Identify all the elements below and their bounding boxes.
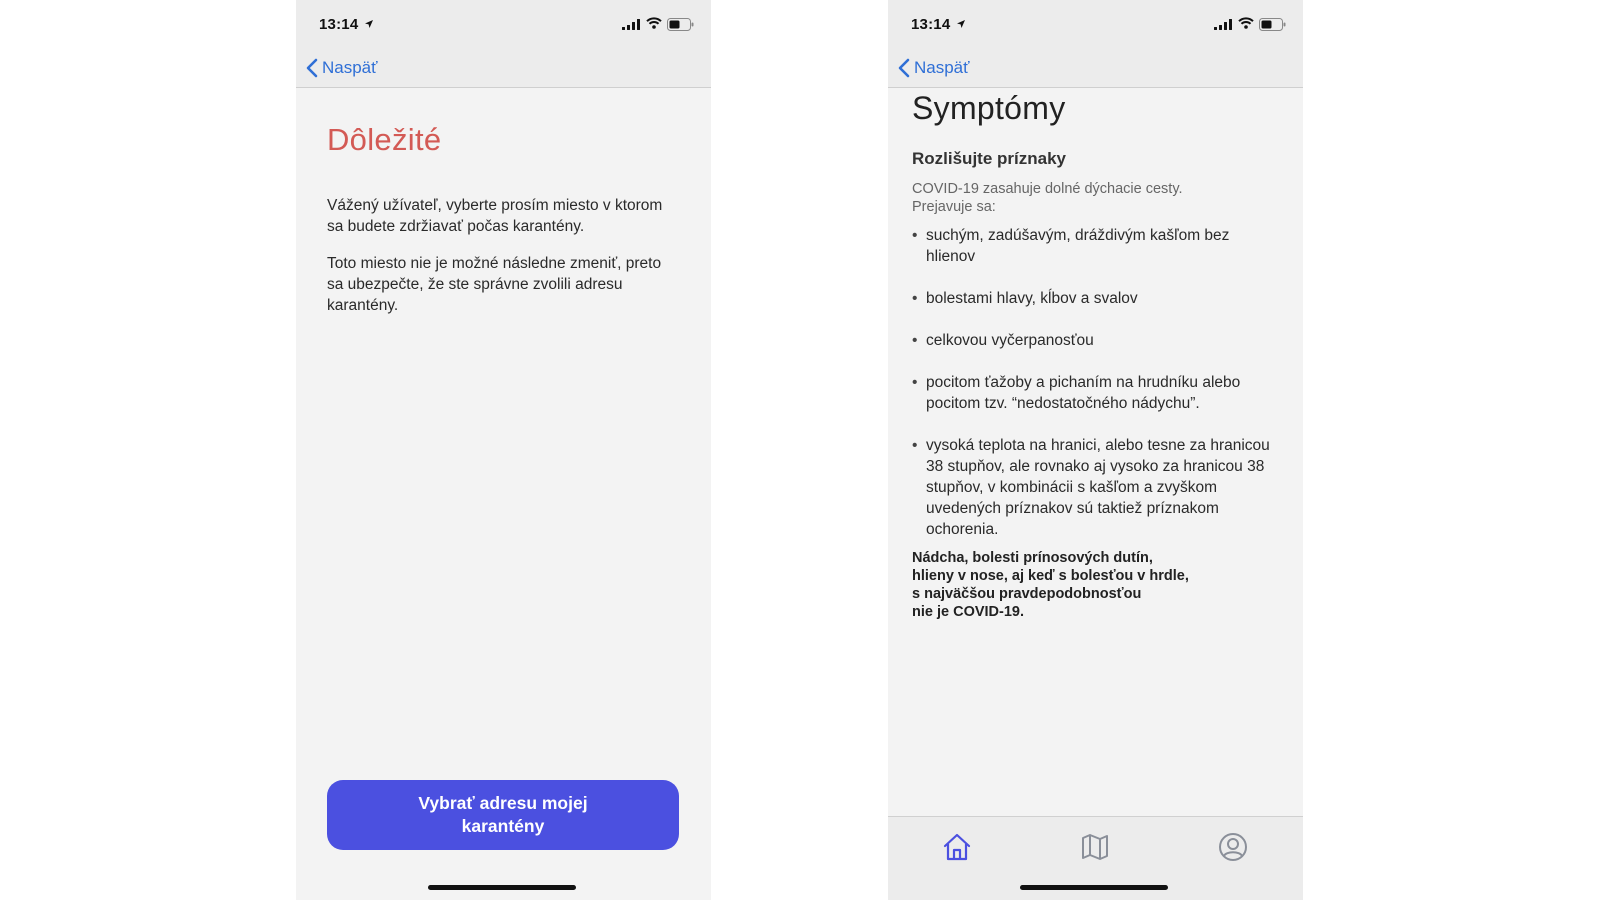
- symptom-list: [912, 225, 1282, 540]
- page-title: Symptómy: [912, 90, 1066, 126]
- screen-symptoms: [888, 0, 1303, 900]
- note-text: Nádcha, bolesti prínosových dutín, hlieny v nose, aj keď s bolesťou v hrdle, s najväčšou pravdepodobnosťou nie je COVID-19.: [912, 550, 1189, 620]
- select-quarantine-address-button[interactable]: Vybrať adresu mojej karantény: [327, 780, 679, 850]
- location-arrow-icon: [364, 19, 374, 29]
- battery-icon: [667, 18, 694, 31]
- chevron-left-icon: [898, 58, 910, 78]
- list-item: • suchým, zadúšavým, dráždivým kašľom bez hlienov: [912, 225, 1282, 267]
- intro-text: COVID-19 zasahuje dolné dýchacie cesty. Prejavuje sa:: [912, 181, 1183, 215]
- cellular-signal-icon: [1214, 19, 1232, 30]
- info-paragraph: Toto miesto nie je možné následne zmeniť, preto sa ubezpečte, že ste správne zvolili adresu karantény.: [327, 255, 662, 314]
- page-title: Dôležité: [327, 122, 442, 157]
- navigation-bar: [296, 48, 711, 88]
- section-subtitle: Rozlišujte príznaky: [912, 149, 1066, 168]
- location-arrow-icon: [956, 19, 966, 29]
- home-indicator: [428, 885, 576, 890]
- cellular-signal-icon: [622, 19, 640, 30]
- status-time: 13:14: [911, 16, 951, 33]
- tab-profile[interactable]: [1217, 831, 1249, 863]
- screen-important: [296, 0, 711, 900]
- chevron-left-icon: [306, 58, 318, 78]
- home-icon: [941, 831, 973, 863]
- back-button[interactable]: [898, 55, 970, 81]
- wifi-icon: [1238, 17, 1254, 29]
- list-item: • vysoká teplota na hranici, alebo tesne za hranicou 38 stupňov, ale rovnako aj vysoko za hranicou 38 stupňov, v kombinácii s kašľom a zvyškom uvedených príznakov sú taktiež príznakom ochorenia.: [912, 435, 1282, 540]
- tab-home[interactable]: [941, 831, 973, 863]
- home-indicator: [1020, 885, 1168, 890]
- list-item: • pocitom ťažoby a pichaním na hrudníku alebo pocitom tzv. “nedostatočného nádychu”.: [912, 372, 1282, 414]
- wifi-icon: [646, 17, 662, 29]
- status-bar: [296, 0, 711, 48]
- status-bar: [888, 0, 1303, 48]
- status-time: 13:14: [319, 16, 359, 33]
- map-icon: [1079, 831, 1111, 863]
- navigation-bar: [888, 48, 1303, 88]
- back-button-label: Naspäť: [322, 58, 378, 77]
- list-item: • celkovou vyčerpanosťou: [912, 330, 1282, 351]
- battery-icon: [1259, 18, 1286, 31]
- list-item: • bolestami hlavy, kĺbov a svalov: [912, 288, 1282, 309]
- tab-map[interactable]: [1079, 831, 1111, 863]
- profile-icon: [1217, 831, 1249, 863]
- back-button[interactable]: [306, 55, 378, 81]
- back-button-label: Naspäť: [914, 58, 970, 77]
- info-paragraph: Vážený užívateľ, vyberte prosím miesto v ktorom sa budete zdržiavať počas karantény.: [327, 197, 663, 235]
